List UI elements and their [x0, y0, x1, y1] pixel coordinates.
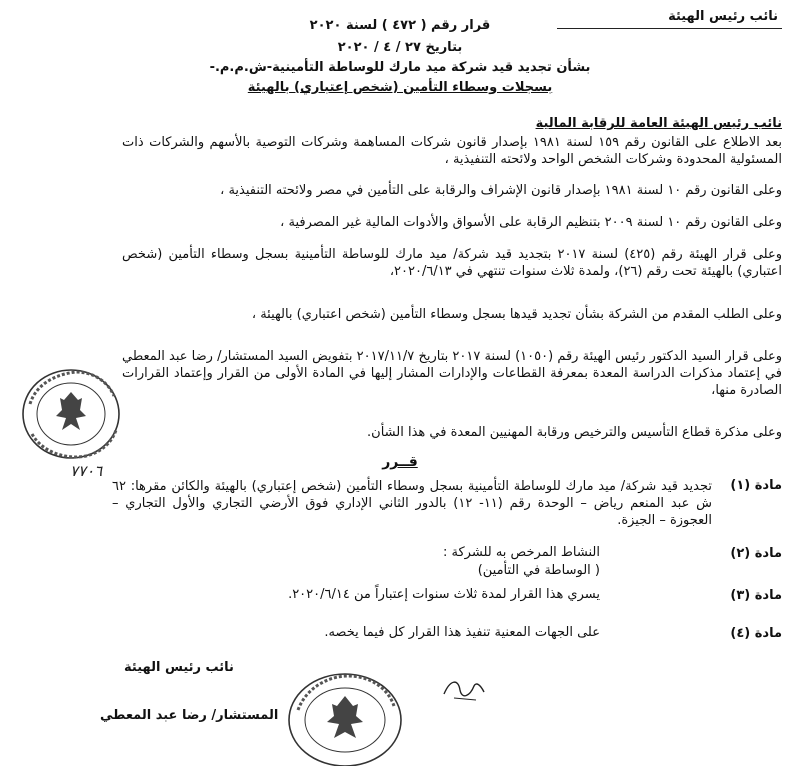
preamble-paragraph: وعلى قرار السيد الدكتور رئيس الهيئة رقم (١٠٥٠) لسنة ٢٠١٧ بتاريخ ٢٠١٧/١١/٧ بتفويض السيد المستشار/ رضا عبد المعطي في إعتماد مذكرات الدراسة المعدة بمعرفة القطاعات والإدارات المشار إليها في المادة الأولى من القرار وإعتماد القرارات الصادرة منها، — [122, 349, 782, 398]
article-2-text-line2: ( الوساطة في التأمين) — [477, 563, 600, 578]
preamble-paragraph: وعلى الطلب المقدم من الشركة بشأن تجديد قيدها بسجل وسطاء التأمين (شخص اعتباري) بالهيئة ، — [251, 307, 782, 322]
article-1-label: مادة (١) — [730, 478, 782, 493]
preamble-paragraph: بعد الاطلاع على القانون رقم ١٥٩ لسنة ١٩٨١ بإصدار قانون شركات المساهمة وشركات التوصية بالأسهم والشركات ذات المسئولية المحدودة وشركات الشخص الواحد ولائحته التنفيذية ، — [122, 135, 782, 167]
preamble-paragraph: وعلى قرار الهيئة رقم (٤٢٥) لسنة ٢٠١٧ بتجديد قيد شركة/ ميد مارك للوساطة التأمينية بسجل وسطاء التأمين (شخص اعتباري) بالهيئة تحت رقم (٢٦)، ولمدة ثلاث سنوات تنتهي في ٢٠٢٠/٦/١٣، — [122, 247, 782, 279]
preamble-paragraph: وعلى مذكرة قطاع التأسيس والترخيص ورقابة المهنيين المعدة في هذا الشأن. — [367, 425, 782, 440]
article-4-label: مادة (٤) — [730, 626, 782, 641]
article-1-text: تجديد قيد شركة/ ميد مارك للوساطة التأمينية بسجل وسطاء التأمين (شخص إعتباري) بالهيئة والكائن مقرها: ٦٢ ش عبد المنعم رياض – الوحدة رقم (١١- ١٢) بالدور الثاني الإداري فوق الأرضي التجاري والأول التجاري – العجوزة – الجيزة. — [112, 479, 712, 528]
handwritten-registration-number: ٧٧٠٦ — [70, 462, 103, 480]
decree-subject-line1: بشأن تجديد قيد شركة ميد مارك للوساطة التأمينية-ش.م.م.- — [209, 60, 591, 75]
article-2-label: مادة (٢) — [730, 546, 782, 561]
issuer-heading: نائب رئيس الهيئة العامة للرقابة المالية — [535, 116, 782, 131]
preamble-paragraph: وعلى القانون رقم ١٠ لسنة ١٩٨١ بإصدار قانون الإشراف والرقابة على التأمين في مصر ولائحته التنفيذية ، — [220, 183, 782, 198]
decided-heading: قــرر — [382, 454, 418, 470]
article-2-text-line1: النشاط المرخص به للشركة : — [443, 545, 600, 560]
decree-subject-line2: بسجلات وسطاء التأمين (شخص إعتباري) بالهيئة — [247, 80, 553, 95]
header-box-text: نائب رئيس الهيئة — [668, 9, 778, 24]
official-seal-stamp — [284, 666, 406, 766]
article-4-text: على الجهات المعنية تنفيذ هذا القرار كل فيما يخصه. — [324, 625, 600, 640]
signature-mark — [440, 670, 490, 706]
article-3-label: مادة (٣) — [730, 588, 782, 603]
article-3-text: يسري هذا القرار لمدة ثلاث سنوات إعتباراً من ٢٠٢٠/٦/١٤. — [288, 587, 600, 602]
decree-number: قرار رقم ( ٤٧٢ ) لسنة ٢٠٢٠ — [309, 18, 491, 33]
official-seal-stamp — [16, 364, 126, 464]
signatory-title: نائب رئيس الهيئة — [124, 660, 234, 675]
preamble-paragraph: وعلى القانون رقم ١٠ لسنة ٢٠٠٩ بتنظيم الرقابة على الأسواق والأدوات المالية غير المصرفية ، — [280, 215, 782, 230]
signatory-name: المستشار/ رضا عبد المعطي — [100, 708, 279, 723]
decree-date: بتاريخ ٢٧ / ٤ / ٢٠٢٠ — [337, 40, 463, 55]
